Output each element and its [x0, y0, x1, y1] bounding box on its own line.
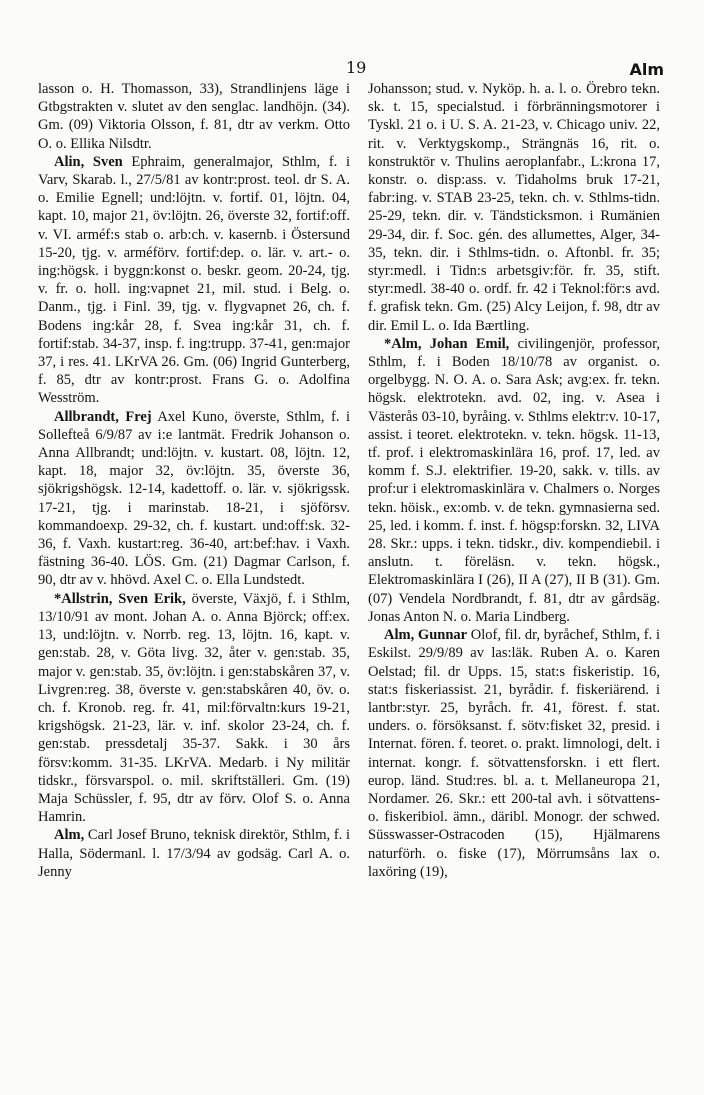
entry-name: *Alm, Johan Emil, — [384, 335, 510, 352]
entry-text: Ephraim, generalmajor, Sthlm, f. i Varv, Skarab. l., 27/5/81 av kontr:prost. teol. dr S. A. o. Emilie Egnell; und:löjtn. v. fortif. 01, löjtn. 04, kapt. 10, major 21, öv:löjtn. 26, överste 32, fortif:off. v. VI. arméf:s stab o. arb:ch. v. kasernb. i Östersund 15-20, tjg. v. arméförv. fortif:dep. o. lär. v. art.- o. ing:högsk. i byggn:konst o. beskr. geom. 20-24, tjg. v. fr. o. holl. ing:vapnet 21, mil. stud. i Belg. o. Danm., tjg. i Finl. 39, tjg. v. flygvapnet 26, ch. f. Bodens ing:kår 28, f. Svea ing:kår 31, ch. f. fortif:stab. 34-37, insp. f. ing:trupp. 37-41, gen:major 37, i res. 41. LKrVA 26. Gm. (06) Ingrid Gunterberg, f. 85, dtr av kontr:prost. Frans G. o. Adolfina Wesström. — [38, 153, 350, 407]
entry-continuation — [38, 80, 350, 153]
entry-name: Alin, Sven — [54, 153, 123, 170]
page-number: 19 — [346, 58, 367, 77]
right-column — [368, 80, 660, 881]
entry — [38, 826, 350, 881]
entry-text: överste, Växjö, f. i Sthlm, 13/10/91 av mont. Johan A. o. Anna Björck; off:ex. 13, und:löjtn. v. Norrb. reg. 13, löjtn. 16, kapt. v. gen:stab. 28, v. Göta livg. 32, åter v. gen:stab. 35, major v. gen:stab. 35, öv:löjtn. i gen:stabskåren 37, v. Livgren:reg. 38, överste v. gen:stabskåren 40, öv. o. ch. f. Kronob. reg. fr. 41, mil:förvaltn:kurs 19-21, krigshögsk. 21-23, lär. v. inf. skolor 23-24, ch. f. gen:stab. pressdetalj 35-37. Sakk. i 30 års försv:komm. 31-35. LKrVA. Medarb. i Ny militär tidskr., försvarspol. o. mil. skriftställeri. Gm. (19) Maja Schüssler, f. 95, dtr av förv. Olof S. o. Anna Hamrin. — [38, 590, 350, 826]
entry — [368, 335, 660, 626]
entry — [38, 408, 350, 590]
entry-text: Johansson; stud. v. Nyköp. h. a. l. o. Örebro tekn. sk. t. 15, specialstud. i förbränningsmotorer i Tyskl. 21 o. i U. S. A. 21-23, v. Chicago univ. 22, rit. v. Verktygskomp., Strängnäs 16, rit. o. konstruktör v. Thulins aeroplanfabr., L:krona 17, konstr. o. disp:ass. v. Tidaholms bruk 17-21, fabr:ing. v. STAB 23-25, tekn. ch. v. Sthlms-tidn. 25-29, tekn. dir. v. Tändsticksmon. i Rumänien 29-34, dir. f. Soc. gén. des allumettes, Alger, 34-35, tekn. dir. i Sthlms-tidn. o. Aftonbl. fr. 35; styr:medl. i Tidn:s arbetsgiv:för. fr. 35, stift. styr:medl. 38-40 o. ordf. fr. 42 i Teknol:för:s avd. f. grafisk tekn. Gm. (25) Alcy Leijon, f. 98, dtr av dir. Emil L. o. Ida Bærtling. — [368, 81, 660, 334]
entry-text: Axel Kuno, överste, Sthlm, f. i Sollefteå 6/9/87 av i:e lantmät. Fredrik Johanson o. Anna Allbrandt; und:löjtn. v. kustart. 08, löjtn. 12, kapt. 18, major 32, öv:löjtn. 35, överste 36, sjökrigshögsk. 12-14, kadettoff. o. lär. v. sjökrigssk. 17-21, tjg. i marinstab. 18-21, i sjöförsv. kommandoexp. 29-32, ch. f. kustart. und:off:sk. 32-36, f. Vaxh. kustart:reg. 36-40, art:bef:hav. i Vaxh. fästning 36-40. LÖS. Gm. (21) Dagmar Carlson, f. 90, dtr av v. hhövd. Axel C. o. Ella Lundstedt. — [38, 408, 350, 589]
entry-text: Olof, fil. dr, byråchef, Sthlm, f. i Eskilst. 29/9/89 av las:läk. Ruben A. o. Karen Oelstad; fil. dr Upps. 15, stat:s fiskeristip. 16, stat:s fiskeriassist. 21, byrådir. f. fiskeriärend. i lantbr:styr. 25, byråch. fr. 41, förest. f. stat. unders. o. försöksanst. f. sötv:fisket 32, presid. i Internat. fören. f. teoret. o. prakt. limnologi, delt. i internat. kongr. f. sötvattensforskn. i ett flert. europ. länd. Stud:res. bl. a. t. Mellaneuropa 21, Nordamer. 26. Skr.: ett 200-tal avh. i sötvattens- o. fiskeribiol. ämn., däribl. Monogr. der schwed. Süsswasser-Ostracoden (15), Hjälmarens naturförh. o. fiske (17), Mörrumsåns lax o. laxöring (19), — [368, 627, 660, 880]
entry — [38, 153, 350, 408]
running-head: Alm — [629, 60, 664, 79]
entry-text: Carl Josef Bruno, teknisk direktör, Sthlm, f. i Halla, Södermanl. l. 17/3/94 av godsäg. Carl A. o. Jenny — [38, 827, 350, 880]
entry-name: *Allstrin, Sven Erik, — [54, 590, 186, 607]
entry-name: Alm, — [54, 827, 85, 844]
entry — [368, 626, 660, 881]
left-column — [38, 80, 350, 881]
entry-text: lasson o. H. Thomasson, 33), Strandlinjens läge i Gtbgstrakten v. slutet av den senglac. landhöjn. (34). Gm. (09) Viktoria Olsson, f. 81, dtr av verkm. Otto O. o. Ellika Nilsdtr. — [38, 81, 350, 152]
entry — [38, 590, 350, 827]
entry-text: civilingenjör, professor, Sthlm, f. i Boden 18/10/78 av organist. o. orgelbygg. N. O. A. o. Sara Ask; avg:ex. fr. tekn. högsk. elektrotekn. avd. 02, ing. v. Asea i Västerås 03-10, byråing. v. Sthlms elektr:v. 10-17, assist. i teoret. elektrotekn. v. tekn. högsk. 11-13, tf. prof. i elektromaskinlära 16, prof. 17, led. av komm f. S.J. elektrifier. 19-20, sakk. v. tills. av prof:ur i elektromaskinlära v. Chalmers o. Norges tekn. höisk., ex:omb. v. de tekn. gymnasierna sed. 25, led. i komm. f. inst. f. högsp:forskn. 32, LIVA 28. Skr.: upps. i tekn. tidskr., div. kompendiebil. i anslutn. t. föreläsn. v. tekn. högsk., Elektromaskinlära I (26), II A (27), II B (31). Gm. (07) Vendela Nordbrandt, f. 81, dtr av gårdsäg. Jonas Anton N. o. Maria Lindberg. — [368, 335, 660, 625]
entry-name: Allbrandt, Frej — [54, 408, 152, 425]
entry-continuation — [368, 80, 660, 335]
entry-name: Alm, Gunnar — [384, 627, 468, 644]
